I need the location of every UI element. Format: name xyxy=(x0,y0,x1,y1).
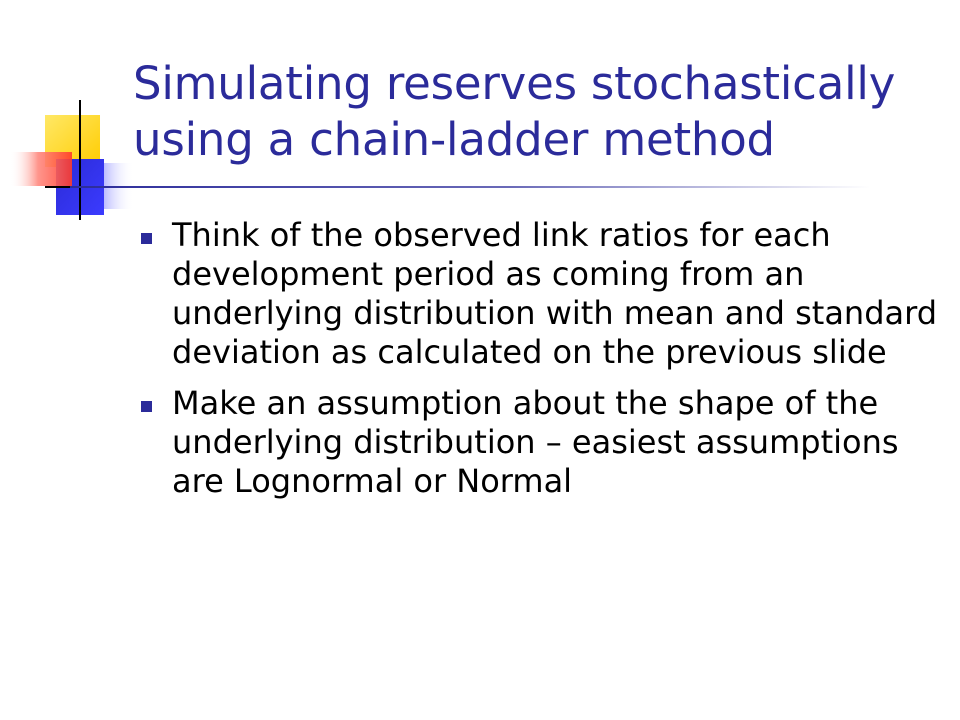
slide-title: Simulating reserves stochastically using a chain-ladder method xyxy=(133,57,896,166)
bullet-list xyxy=(141,216,941,513)
bullet-text: Think of the observed link ratios for each development period as coming from an underlying distribution with mean and standard deviation as calculated on the previous slide xyxy=(172,216,938,371)
bullet-text: Make an assumption about the shape of the underlying distribution – easiest assumptions are Lognormal or Normal xyxy=(172,384,899,500)
square-bullet-icon xyxy=(141,233,152,244)
colored-squares-logo-icon xyxy=(0,95,140,225)
square-bullet-icon xyxy=(141,401,152,412)
bullet-item xyxy=(141,216,941,372)
title-underline xyxy=(70,186,870,188)
bullet-item xyxy=(141,384,941,501)
